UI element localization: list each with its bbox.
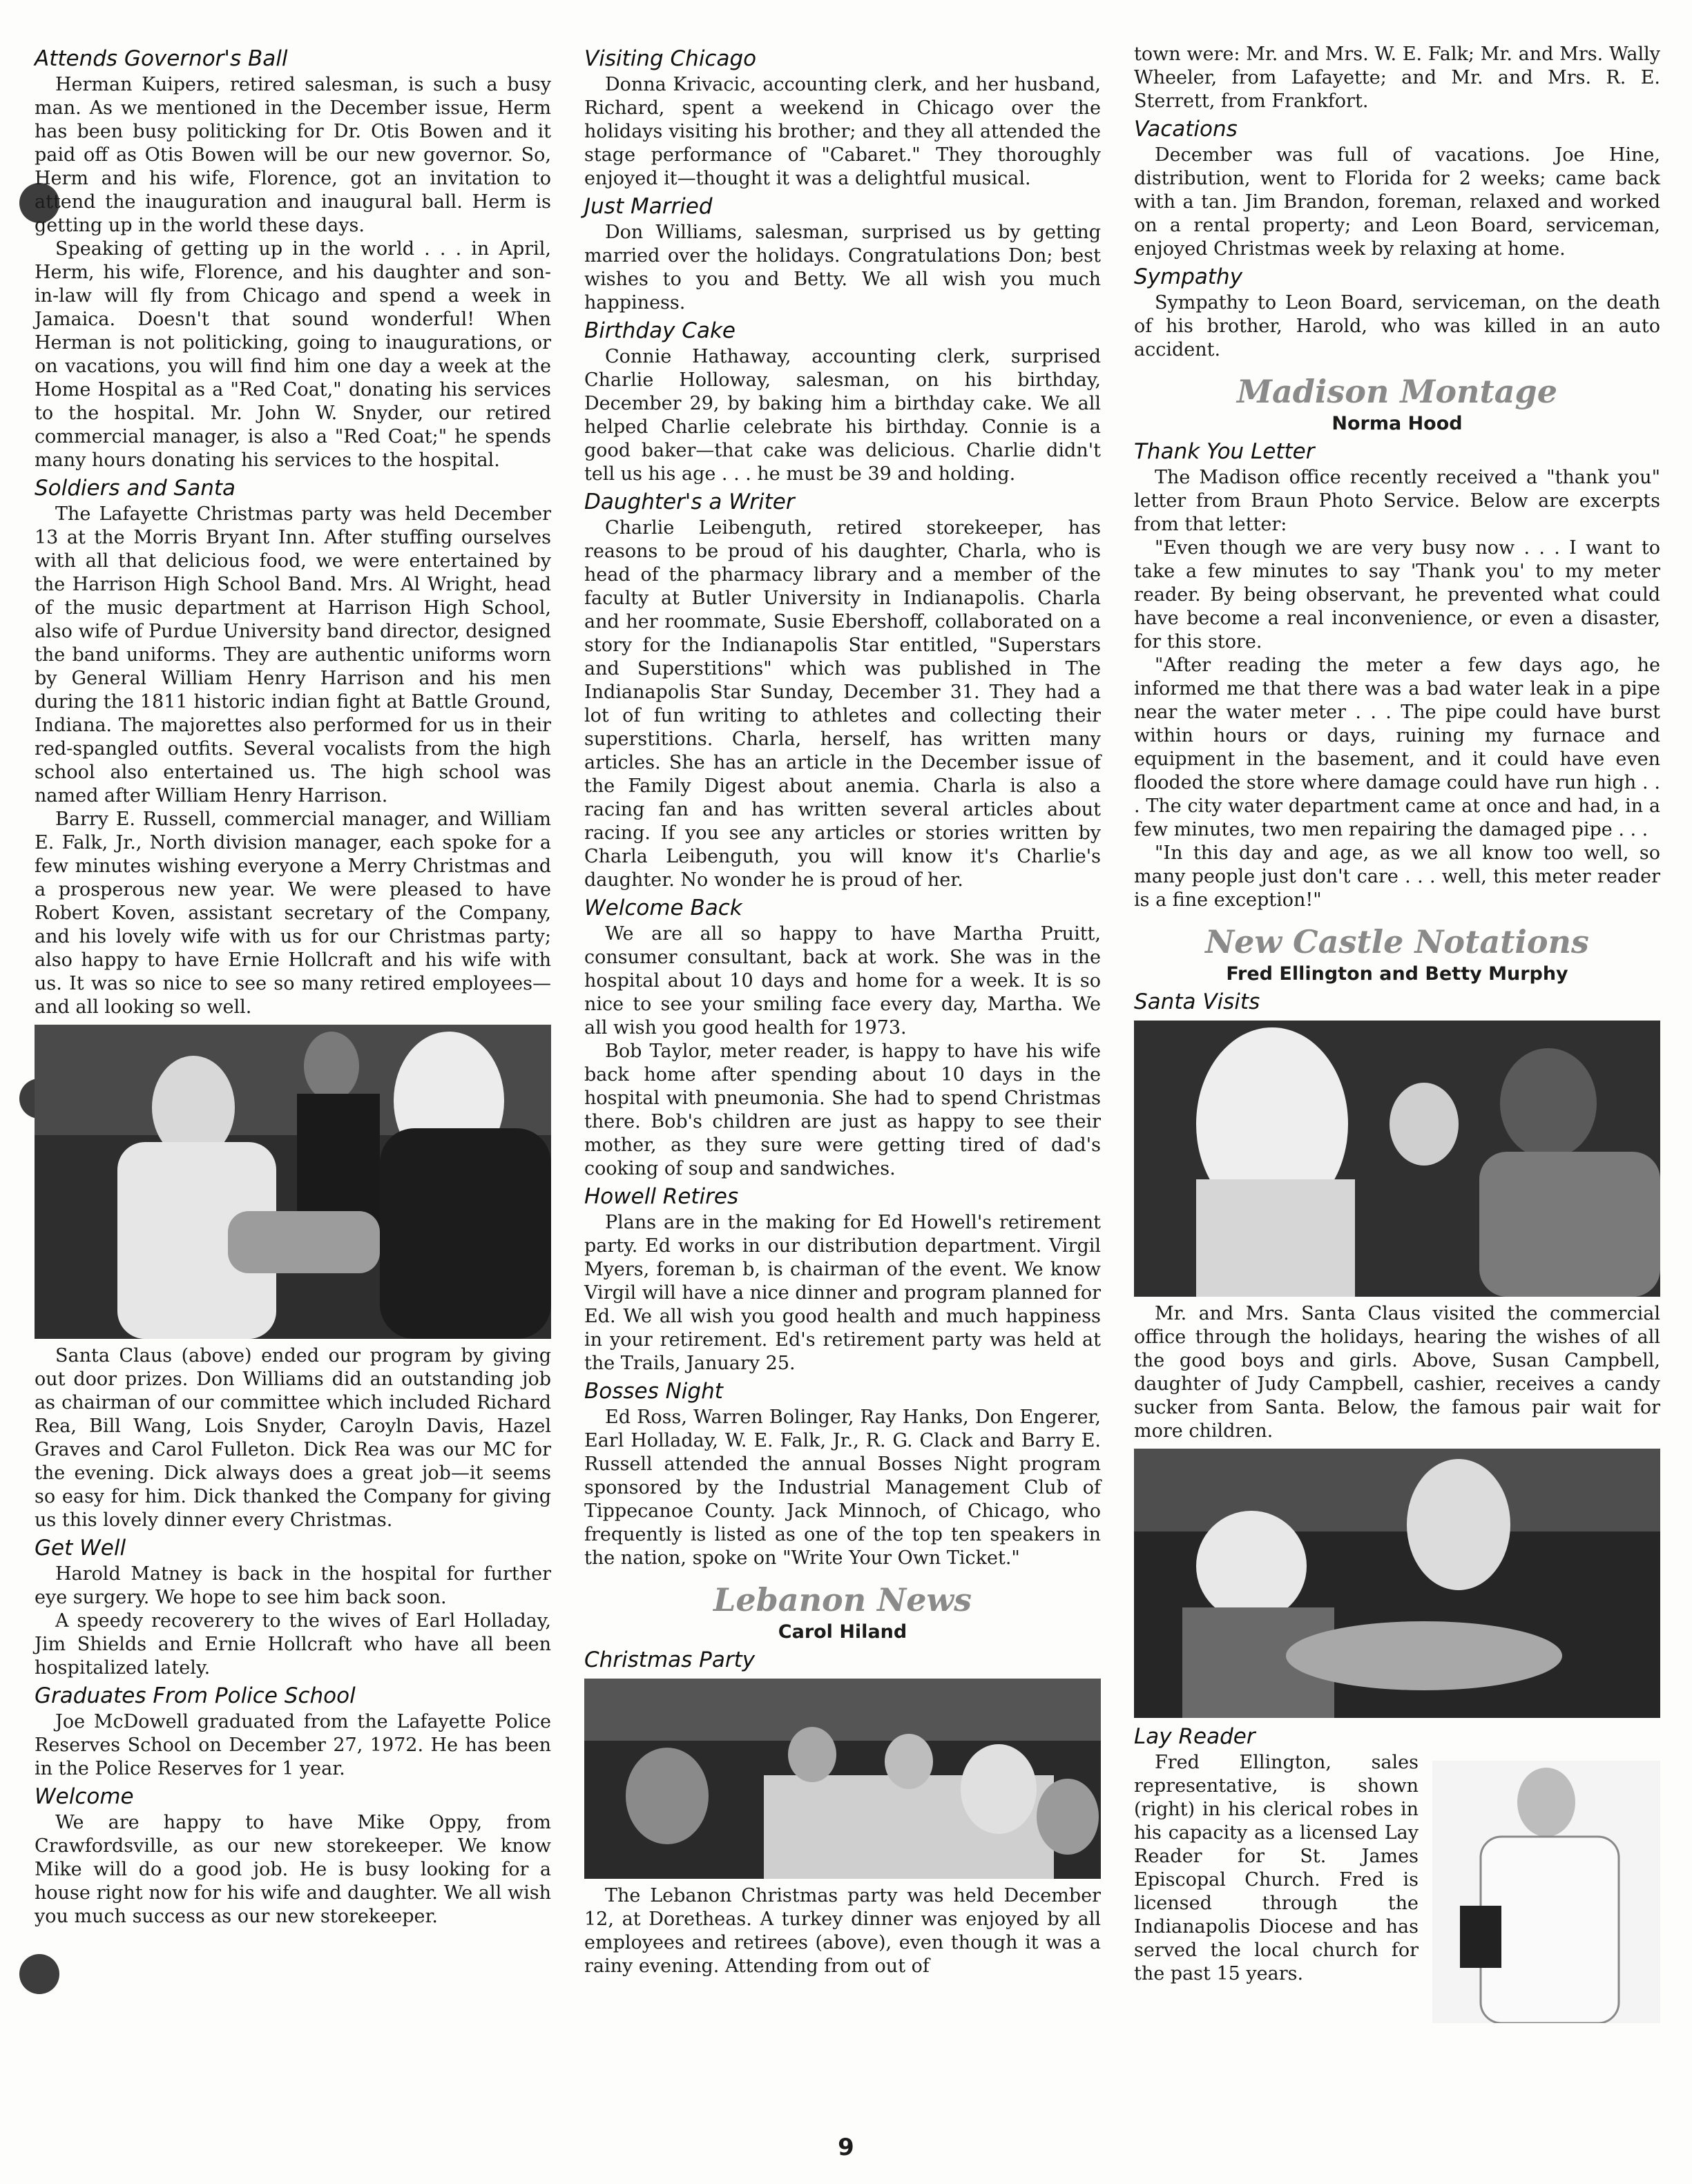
section-heading: Welcome	[35, 1784, 134, 1809]
byline: Norma Hood	[1332, 413, 1463, 434]
section-heading: Daughter's a Writer	[584, 490, 795, 514]
paragraph: Fred Ellington, sales representative, is shown (right) in his clerical robes in his capacity as a licensed Lay Reader for St. James Episcopal Church. Fred is licensed through the Indianapolis Diocese and has served the local church for the past 15 years.	[1134, 1752, 1419, 1984]
paragraph: Joe McDowell graduated from the Lafayette Police Reserves School on December 27, 1972. He has been in the Police Reserves for 1 year.	[35, 1711, 551, 1779]
paragraph: Plans are in the making for Ed Howell's retirement party. Ed works in our distribution department. Virgil Myers, foreman b, is chairman of the event. We know Virgil will have a nice dinner and program planned for Ed. We all wish you good health and much happiness in your retirement. Ed's retirement party was held at the Trails, January 25.	[584, 1212, 1101, 1374]
lay-reader-photo	[1432, 1761, 1660, 2023]
paragraph: "After reading the meter a few days ago, he informed me that there was a bad water leak in a pipe near the water meter . . . The pipe could have burst within hours or days, ruining my furnace and equipment in the basement, and it could have even flooded the store where damage could have run high . . . The city water department came at once and had, in a few minutes, two men repairing the damaged pipe . . .	[1134, 655, 1660, 840]
photo-caption: Mr. and Mrs. Santa Claus visited the commercial office through the holidays, hearing the wishes of all the good boys and girls. Above, Susan Campbell, daughter of Judy Campbell, cashier, receives a candy sucker from Santa. Below, the famous pair wait for more children.	[1134, 1303, 1660, 1442]
section-heading: Vacations	[1134, 117, 1238, 142]
paragraph: Herman Kuipers, retired salesman, is such a busy man. As we mentioned in the December issue, Herm has been busy politicking for Dr. Otis Bowen and it paid off as Otis Bowen will be our new governor. So, Herm and his wife, Florence, got an invitation to attend the inauguration and inaugural ball. Herm is getting up in the world these days.	[35, 74, 551, 236]
section-heading: Thank You Letter	[1134, 439, 1315, 464]
section-heading: Sympathy	[1134, 264, 1243, 289]
section-heading: Welcome Back	[584, 896, 742, 920]
byline: Carol Hiland	[778, 1621, 907, 1643]
santa-visits-photo	[1134, 1021, 1660, 1297]
paragraph: A speedy recoverery to the wives of Earl Holladay, Jim Shields and Ernie Hollcraft who have all been hospitalized lately.	[35, 1610, 551, 1679]
column-1	[35, 43, 551, 1929]
paragraph: Bob Taylor, meter reader, is happy to have his wife back home after spending about 10 days in the hospital with pneumonia. She had to spend Christmas there. Bob's children are just as happy to see their mother, as they sure were getting tired of dad's cooking of soup and sandwiches.	[584, 1041, 1101, 1179]
section-heading: Santa Visits	[1134, 989, 1260, 1014]
section-heading: Graduates From Police School	[35, 1683, 356, 1708]
paragraph: "Even though we are very busy now . . . I want to take a few minutes to say 'Thank you' to my meter reader. By being observant, he prevented what could have become a real inconvenience, or even a disaster, for this store.	[1134, 537, 1660, 653]
paragraph: We are all so happy to have Martha Pruitt, consumer consultant, back at work. She was in the hospital about 10 days and home for a week. It is so nice to see your smiling face every day, Martha. We all wish you good health for 1973.	[584, 923, 1101, 1038]
madison-montage-heading: Madison Montage	[1237, 373, 1557, 410]
paragraph: Connie Hathaway, accounting clerk, surprised Charlie Holloway, salesman, on his birthday, December 29, by baking him a birthday cake. We all helped Charlie celebrate his birthday. Connie is a good baker—that cake was delicious. Charlie didn't tell us his age . . . he must be 39 and holding.	[584, 346, 1101, 485]
section-heading: Bosses Night	[584, 1379, 723, 1404]
section-heading: Get Well	[35, 1536, 126, 1560]
paragraph: Don Williams, salesman, surprised us by getting married over the holidays. Congratulations Don; best wishes to you and Betty. We all wish you much happiness.	[584, 222, 1101, 313]
paragraph: Sympathy to Leon Board, serviceman, on the death of his brother, Harold, who was killed in an auto accident.	[1134, 292, 1660, 360]
byline: Fred Ellington and Betty Murphy	[1226, 963, 1568, 985]
christmas-party-photo	[584, 1679, 1101, 1879]
section-heading: Visiting Chicago	[584, 46, 757, 71]
page-number: 9	[838, 2134, 854, 2161]
lebanon-news-heading: Lebanon News	[713, 1581, 972, 1618]
paragraph: We are happy to have Mike Oppy, from Crawfordsville, as our new storekeeper. We know Mike will do a good job. He is busy looking for a house right now for his wife and daughter. We all wish you much success as our new storekeeper.	[35, 1812, 551, 1927]
column-2	[584, 43, 1101, 1978]
paragraph: Barry E. Russell, commercial manager, and William E. Falk, Jr., North division manager, each spoke for a few minutes wishing everyone a Merry Christmas and a prosperous new year. We were pleased to have Robert Koven, assistant secretary of the Company, and his lovely wife with us for our Christmas party; also happy to have Ernie Hollcraft and his wife with us. It was so nice to see so many retired employees—and all looking so well.	[35, 809, 551, 1018]
section-heading: Birthday Cake	[584, 318, 736, 343]
paragraph: Charlie Leibenguth, retired storekeeper, has reasons to be proud of his daughter, Charla, who is head of the pharmacy library and a member of the faculty at Butler University in Indianapolis. Charla and her roommate, Susie Ebershoff, collaborated on a story for the Indianapolis Star entitled, "Superstars and Superstitions" which was published in The Indianapolis Star Sunday, December 31. They had a lot of fun writing to athletes and collecting their superstitions. Charla, herself, has written many articles. She has an article in the December issue of the Family Digest about anemia. Charla is also a racing fan and has written several articles about racing. If you see any articles or stories written by Charla Leibenguth, you will know it's Charlie's daughter. No wonder he is proud of her.	[584, 517, 1101, 891]
column-3	[1134, 43, 1660, 1986]
paragraph: Donna Krivacic, accounting clerk, and her husband, Richard, spent a weekend in Chicago over the holidays visiting his brother; and they all attended the stage performance of "Cabaret." They thoroughly enjoyed it—thought it was a delightful musical.	[584, 74, 1101, 189]
photo-caption: Santa Claus (above) ended our program by giving out door prizes. Don Williams did an outstanding job as chairman of our committee which included Richard Rea, Bill Wang, Lois Snyder, Caroyln Davis, Hazel Graves and Carol Fulleton. Dick Rea was our MC for the evening. Dick always does a great job—it seems so easy for him. Dick thanked the Company for giving us this lovely dinner every Christmas.	[35, 1345, 551, 1531]
new-castle-notations-heading: New Castle Notations	[1205, 923, 1589, 960]
paragraph: town were: Mr. and Mrs. W. E. Falk; Mr. and Mrs. Wally Wheeler, from Lafayette; and Mr. and Mrs. R. E. Sterrett, from Frankfort.	[1134, 44, 1660, 112]
mr-mrs-santa-photo	[1134, 1449, 1660, 1718]
paragraph: December was full of vacations. Joe Hine, distribution, went to Florida for 2 weeks; came back with a tan. Jim Brandon, foreman, relaxed and worked on a rental property; and Leon Board, serviceman, enjoyed Christmas week by relaxing at home.	[1134, 144, 1660, 260]
photo-caption: The Lebanon Christmas party was held December 12, at Doretheas. A turkey dinner was enjoyed by all employees and retirees (above), even though it was a rainy evening. Attending from out of	[584, 1885, 1101, 1977]
section-heading: Lay Reader	[1134, 1724, 1256, 1749]
paragraph: Harold Matney is back in the hospital for further eye surgery. We hope to see him back soon.	[35, 1563, 551, 1608]
paragraph: The Madison office recently received a "thank you" letter from Braun Photo Service. Below are excerpts from that letter:	[1134, 467, 1660, 535]
section-heading: Attends Governor's Ball	[35, 46, 288, 71]
paragraph: Ed Ross, Warren Bolinger, Ray Hanks, Don Engerer, Earl Holladay, W. E. Falk, Jr., R. G. Clack and Barry E. Russell attended the annual Bosses Night program sponsored by the Industrial Management Club of Tippecanoe County. Jack Minnoch, of Chicago, who frequently is listed as one of the top ten speakers in the nation, spoke on "Write Your Own Ticket."	[584, 1407, 1101, 1569]
hole-punch	[19, 1954, 59, 1994]
paragraph: The Lafayette Christmas party was held December 13 at the Morris Bryant Inn. After stuffing ourselves with all that delicious food, we were entertained by the Harrison High School Band. Mrs. Al Wright, head of the music department at Harrison High School, also wife of Purdue University band director, designed the band uniforms. They are authentic uniforms worn by General William Henry Harrison and his men during the 1811 historic indian fight at Battle Ground, Indiana. The majorettes also performed for us in their red-spangled outfits. Several vocalists from the high school also entertained us. The high school was named after William Henry Harrison.	[35, 503, 551, 806]
santa-prizes-photo	[35, 1025, 551, 1339]
section-heading: Christmas Party	[584, 1647, 756, 1672]
section-heading: Soldiers and Santa	[35, 476, 236, 501]
paragraph: Speaking of getting up in the world . . . in April, Herm, his wife, Florence, and his daughter and son-in-law will fly from Chicago and spend a week in Jamaica. Doesn't that sound wonderful! When Herman is not politicking, going to inaugurations, or on vacations, you will find him one day a week at the Home Hospital as a "Red Coat," donating his services to the hospital. Mr. John W. Snyder, our retired commercial manager, is also a "Red Coat;" he spends many hours donating his services to the hospital.	[35, 238, 551, 471]
section-heading: Just Married	[584, 194, 713, 219]
section-heading: Howell Retires	[584, 1184, 739, 1209]
paragraph: "In this day and age, as we all know too well, so many people just don't care . . . well, this meter reader is a fine exception!"	[1134, 842, 1660, 911]
